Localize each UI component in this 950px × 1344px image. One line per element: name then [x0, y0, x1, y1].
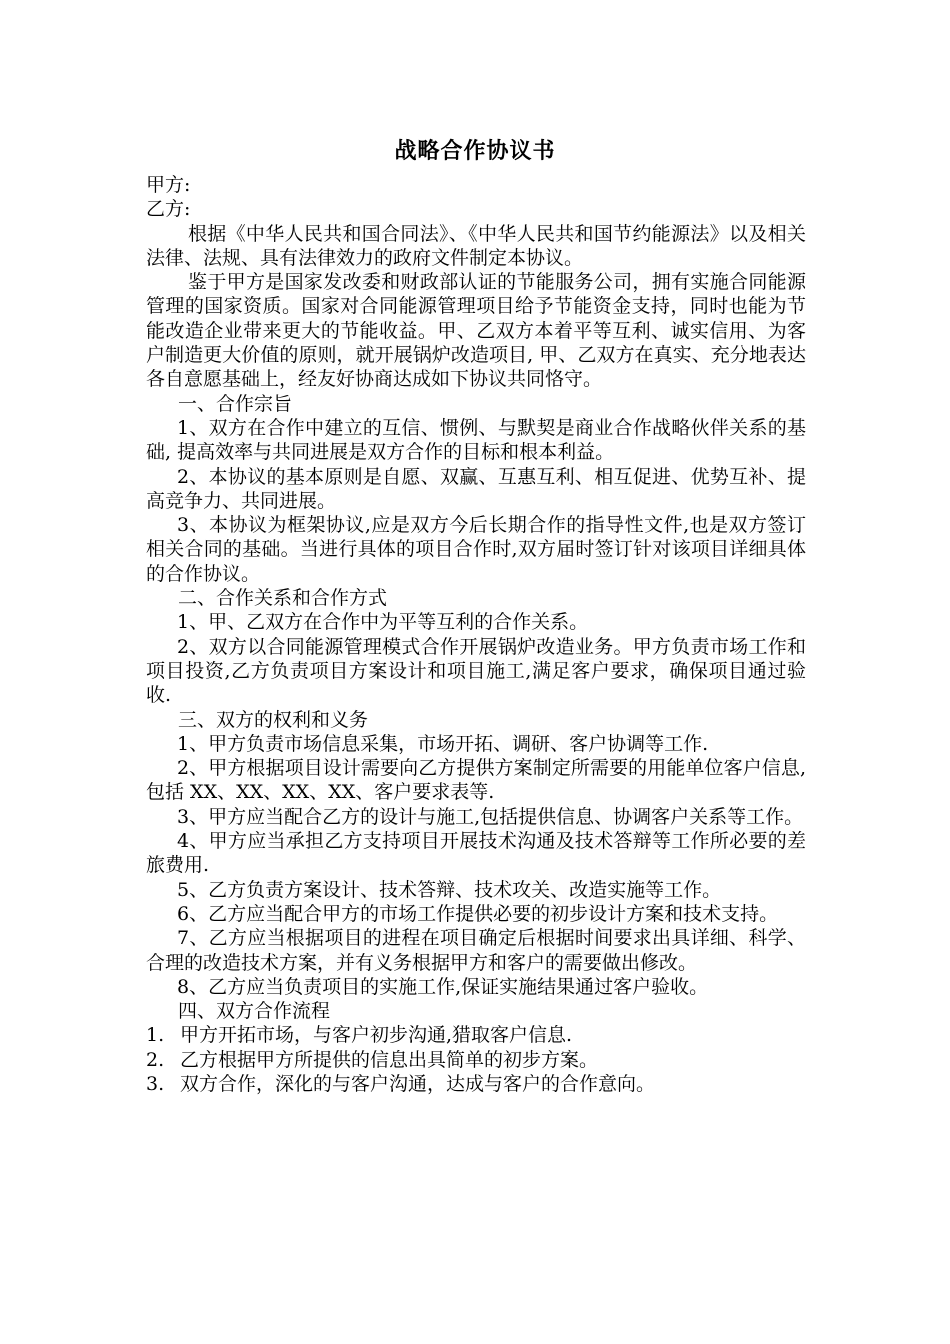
rights-item: 6、乙方应当配合甲方的市场工作提供必要的初步设计方案和技术支持。: [177, 902, 779, 925]
purpose-item: 1、双方在合作中建立的互信、惯例、与默契是商业合作战略伙伴关系的基础, 提高效率与共同进展是双方合作的目标和根本利益。: [146, 416, 806, 464]
process-list-item: [146, 1048, 806, 1072]
section-heading-relationship: 二、合作关系和合作方式: [178, 587, 388, 610]
party-b-line: 乙方:: [146, 198, 191, 221]
process-list-item: [146, 1072, 806, 1096]
relationship-item: 1、甲、乙双方在合作中为平等互利的合作关系。: [177, 611, 589, 634]
relationship-item: 2、双方以合同能源管理模式合作开展锅炉改造业务。甲方负责市场工作和项目投资,乙方负责项目方案设计和项目施工,满足客户要求，确保项目通过验收.: [146, 635, 806, 707]
rights-item: 2、甲方根据项目设计需要向乙方提供方案制定所需要的用能单位客户信息,包括 XX、XX、XX、XX、客户要求表等.: [146, 757, 806, 804]
rights-item: 4、甲方应当承担乙方支持项目开展技术沟通及技术答辩等工作所必要的差旅费用.: [146, 830, 806, 877]
purpose-item: 2、本协议的基本原则是自愿、双赢、互惠互利、相互促进、优势互补、提高竞争力、共同进展。: [146, 465, 806, 512]
section-heading-process: 四、双方合作流程: [178, 1000, 331, 1023]
rights-item: 3、甲方应当配合乙方的设计与施工,包括提供信息、协调客户关系等工作。: [177, 805, 804, 828]
rights-item: 1、甲方负责市场信息采集，市场开拓、调研、客户协调等工作.: [177, 732, 709, 755]
document-body: [146, 173, 806, 1096]
list-number: 1.: [146, 1024, 165, 1047]
rights-item: 7、乙方应当根据项目的进程在项目确定后根据时间要求出具详细、科学、合理的改造技术方案，并有义务根据甲方和客户的需要做出修改。: [146, 927, 806, 974]
section-heading-purpose: 一、合作宗旨: [178, 392, 293, 415]
list-text: 甲方开拓市场，与客户初步沟通,猎取客户信息.: [180, 1024, 573, 1047]
intro-paragraph-background: 鉴于甲方是国家发改委和财政部认证的节能服务公司，拥有实施合同能源管理的国家资质。国家对合同能源管理项目给予节能资金支持，同时也能为节能改造企业带来更大的节能收益。甲、乙双方本着平等互利、诚实信用、为客户制造更大价值的原则，就开展锅炉改造项目, 甲、乙双方在真实、充分地表达各自意愿基础上，经友好协商达成如下协议共同恪守。: [146, 271, 806, 391]
document-title: 战略合作协议书: [394, 138, 556, 164]
purpose-item: 3、本协议为框架协议,应是双方今后长期合作的指导性文件,也是双方签订相关合同的基础。当进行具体的项目合作时,双方届时签订针对该项目详细具体的合作协议。: [146, 514, 806, 585]
process-list-item: [146, 1023, 806, 1047]
list-text: 双方合作，深化的与客户沟通，达成与客户的合作意向。: [180, 1072, 656, 1095]
list-text: 乙方根据甲方所提供的信息出具简单的初步方案。: [180, 1048, 599, 1071]
party-a-line: 甲方:: [146, 174, 191, 196]
rights-item: 5、乙方负责方案设计、技术答辩、技术攻关、改造实施等工作。: [177, 878, 722, 901]
list-number: 2.: [146, 1048, 165, 1071]
section-heading-rights: 三、双方的权利和义务: [178, 708, 369, 731]
list-number: 3.: [146, 1072, 165, 1095]
intro-paragraph-law: 根据《中华人民共和国合同法》、《中华人民共和国节约能源法》以及相关法律、法规、具有法律效力的政府文件制定本协议。: [146, 222, 806, 269]
rights-item: 8、乙方应当负责项目的实施工作,保证实施结果通过客户验收。: [177, 975, 709, 998]
